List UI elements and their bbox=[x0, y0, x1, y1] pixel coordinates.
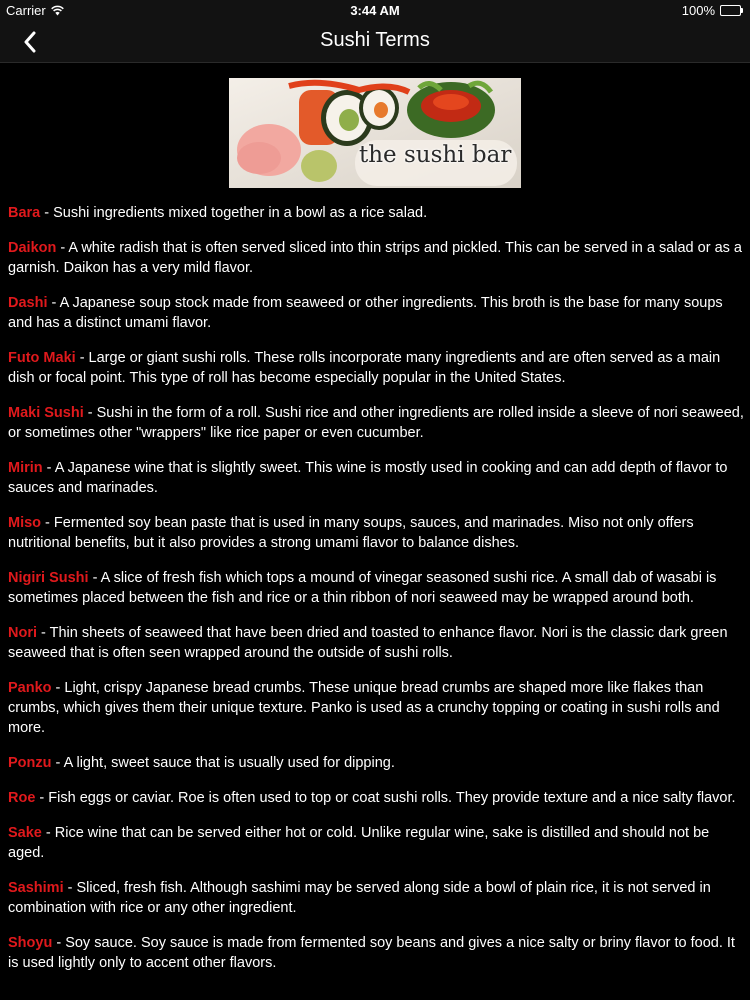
term-entry bbox=[8, 238, 744, 278]
term-name: Dashi bbox=[8, 295, 48, 311]
term-name: Panko bbox=[8, 680, 52, 696]
term-entry bbox=[8, 293, 744, 333]
term-name: Nigiri Sushi bbox=[8, 570, 89, 586]
banner-logo-text: the sushi bar bbox=[359, 142, 512, 168]
term-entry bbox=[8, 678, 744, 738]
term-name: Shoyu bbox=[8, 935, 53, 951]
term-name: Miso bbox=[8, 515, 42, 531]
term-description: - A Japanese soup stock made from seaweed or other ingredients. This broth is the base for many soups and has a distinct umami flavor. bbox=[8, 295, 723, 331]
term-description: - Fish eggs or caviar. Roe is often used to top or coat sushi rolls. They provide texture and a nice salty flavor. bbox=[35, 790, 736, 806]
term-description: - A Japanese wine that is slightly sweet. This wine is mostly used in cooking and can add depth of flavor to sauces and marinades. bbox=[8, 460, 728, 496]
term-entry bbox=[8, 623, 744, 663]
navigation-bar bbox=[0, 22, 750, 63]
status-bar bbox=[0, 0, 750, 22]
term-name: Daikon bbox=[8, 240, 57, 256]
term-description: - A slice of fresh fish which tops a mound of vinegar seasoned sushi rice. A small dab of wasabi is sometimes placed between the fish and rice or a thin ribbon of nori seaweed may be wrapped around both. bbox=[8, 570, 717, 606]
term-name: Nori bbox=[8, 625, 37, 641]
term-description: - Thin sheets of seaweed that have been dried and toasted to enhance flavor. Nori is the classic dark green seaweed that is often seen wrapped around the outside of sushi rolls. bbox=[8, 625, 728, 661]
term-entry bbox=[8, 513, 744, 553]
term-description: - Rice wine that can be served either hot or cold. Unlike regular wine, sake is distilled and should not be aged. bbox=[8, 825, 710, 861]
term-name: Mirin bbox=[8, 460, 43, 476]
term-entry bbox=[8, 568, 744, 608]
term-name: Ponzu bbox=[8, 755, 52, 771]
term-description: - Sushi ingredients mixed together in a bowl as a rice salad. bbox=[40, 205, 428, 221]
term-name: Roe bbox=[8, 790, 36, 806]
carrier-label: Carrier bbox=[6, 3, 46, 18]
term-description: - A light, sweet sauce that is usually used for dipping. bbox=[51, 755, 395, 771]
sushi-bar-banner-image bbox=[229, 78, 521, 188]
status-time: 3:44 AM bbox=[350, 3, 400, 18]
term-description: - Fermented soy bean paste that is used in many soups, sauces, and marinades. Miso not only offers nutritional benefits, but it also provides a strong umami flavor to balance dishes. bbox=[8, 515, 694, 551]
term-description: - A white radish that is often served sliced into thin strips and pickled. This can be served in a salad or as a garnish. Daikon has a very mild flavor. bbox=[8, 240, 742, 276]
terms-list bbox=[8, 203, 744, 988]
sushi-plate-illustration bbox=[229, 78, 521, 188]
term-name: Bara bbox=[8, 205, 41, 221]
term-description: - Sliced, fresh fish. Although sashimi may be served along side a bowl of plain rice, it is not served in combination with rice or any other ingredient. bbox=[8, 880, 711, 916]
term-entry bbox=[8, 753, 744, 773]
term-name: Futo Maki bbox=[8, 350, 76, 366]
term-entry bbox=[8, 788, 744, 808]
terms-content[interactable] bbox=[0, 63, 750, 1000]
page-title: Sushi Terms bbox=[320, 29, 430, 51]
term-entry bbox=[8, 203, 744, 223]
term-description: - Light, crispy Japanese bread crumbs. These unique bread crumbs are shaped more like flakes than crumbs, which gives them their unique texture. Panko is used as a crunchy topping or coating in sushi rolls and more. bbox=[8, 680, 720, 736]
term-name: Sake bbox=[8, 825, 42, 841]
term-entry bbox=[8, 458, 744, 498]
term-entry bbox=[8, 933, 744, 973]
term-description: - Large or giant sushi rolls. These rolls incorporate many ingredients and are often served as a main dish or focal point. This type of roll has become especially popular in the United States. bbox=[8, 350, 721, 386]
term-name: Maki Sushi bbox=[8, 405, 84, 421]
term-entry bbox=[8, 823, 744, 863]
battery-icon bbox=[720, 5, 744, 16]
term-description: - Soy sauce. Soy sauce is made from fermented soy beans and gives a nice salty or briny flavor to food. It is used lightly only to accent other flavors. bbox=[8, 935, 735, 971]
battery-percent: 100% bbox=[681, 3, 715, 18]
term-entry bbox=[8, 403, 744, 443]
term-entry bbox=[8, 878, 744, 918]
term-description: - Sushi in the form of a roll. Sushi rice and other ingredients are rolled inside a sleeve of nori seaweed, or sometimes other "wrappers" like rice paper or even cucumber. bbox=[8, 405, 744, 441]
term-entry bbox=[8, 348, 744, 388]
status-right bbox=[682, 3, 744, 18]
term-name: Sashimi bbox=[8, 880, 64, 896]
